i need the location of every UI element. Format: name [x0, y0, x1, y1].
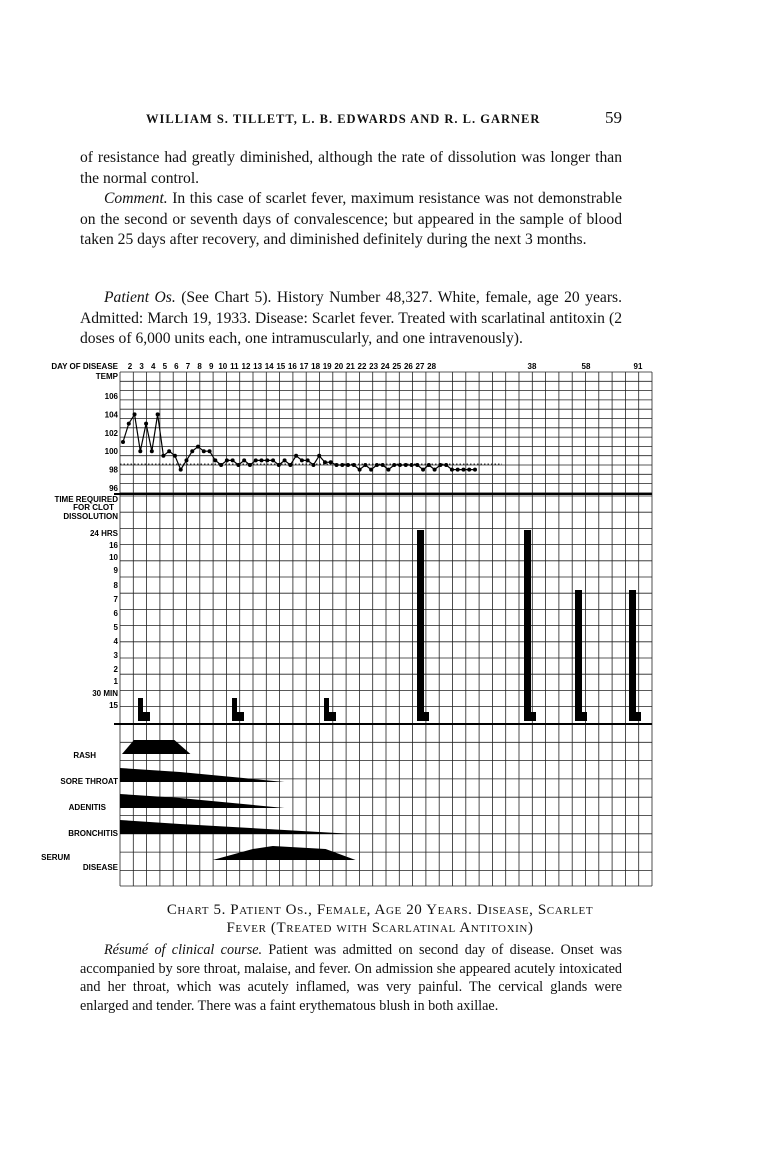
temperature-point: [433, 468, 437, 472]
day-tick-label: 14: [264, 362, 274, 371]
day-tick-label: 5: [162, 362, 168, 371]
day-tick-label: 21: [345, 362, 355, 371]
temperature-point: [427, 463, 431, 467]
comment-lead: Comment.: [104, 190, 168, 207]
temperature-point: [363, 463, 367, 467]
clot-tick-label: 1: [113, 677, 118, 686]
temperature-point: [375, 463, 379, 467]
symptom-shape: [120, 820, 354, 834]
temperature-point: [196, 445, 200, 449]
paragraph-patient: [80, 288, 622, 350]
clot-bar: [629, 590, 636, 720]
paragraph-1-text: of resistance had greatly diminished, although the rate of dissolution was longer than the normal control.: [80, 149, 622, 187]
temperature-point: [381, 463, 385, 467]
temp-tick-label: 100: [104, 447, 118, 457]
day-tick-label: 7: [185, 362, 191, 371]
day-tick-label: 19: [322, 362, 332, 371]
caption-line-1: Chart 5. Patient Os., Female, Age 20 Years. Disease, Scarlet: [166, 902, 594, 918]
temperature-point: [248, 463, 252, 467]
temperature-point: [461, 468, 465, 472]
clot-tick-label: 30 MIN: [92, 689, 118, 698]
symptom-shape: [120, 794, 284, 808]
temperature-point: [415, 463, 419, 467]
clot-tick-label: 7: [113, 595, 118, 604]
temperature-point: [236, 463, 240, 467]
clinical-chart: [40, 358, 660, 893]
clot-bar: [417, 530, 424, 720]
temperature-point: [473, 468, 477, 472]
clot-bar-base: [575, 712, 587, 721]
day-tick-label: 28: [427, 362, 437, 371]
temperature-point: [144, 422, 148, 426]
temperature-point: [346, 463, 350, 467]
clot-bar-base: [629, 712, 641, 721]
temp-tick-label: 96: [109, 484, 118, 493]
day-tick-label: 8: [197, 362, 202, 371]
temperature-point: [271, 458, 275, 462]
temperature-point: [133, 412, 137, 416]
temperature-point: [138, 449, 142, 453]
clot-bar-base: [417, 712, 429, 721]
temperature-point: [277, 463, 281, 467]
day-tick-label: 25: [392, 362, 402, 371]
temperature-point: [242, 458, 246, 462]
day-tick-label: 26: [403, 362, 413, 371]
day-tick-label: 27: [415, 362, 425, 371]
temperature-point: [288, 463, 292, 467]
temperature-point: [352, 463, 356, 467]
day-tick-label: 18: [311, 362, 321, 371]
clot-tick-label: 4: [113, 637, 118, 646]
temperature-point: [456, 468, 460, 472]
temperature-point: [467, 468, 471, 472]
temperature-point: [335, 463, 339, 467]
temp-tick-label: 98: [109, 465, 118, 475]
day-tick-label: 23: [369, 362, 379, 371]
temperature-point: [311, 463, 315, 467]
clot-tick-label: 6: [113, 609, 118, 618]
day-tick-label: 22: [357, 362, 367, 371]
clot-tick-label: 10: [109, 553, 118, 562]
clot-bar-base: [138, 712, 150, 721]
temperature-point: [161, 454, 165, 458]
day-tick-label: 10: [218, 362, 228, 371]
symptom-shape: [120, 768, 284, 782]
day-tick-label: 2: [127, 362, 133, 371]
caption-line-2: Fever (Treated with Scarlatinal Antitoxin): [226, 920, 534, 936]
temperature-point: [392, 463, 396, 467]
day-tick-label: 24: [380, 362, 390, 371]
temperature-point: [369, 468, 373, 472]
temperature-point: [294, 454, 298, 458]
day-of-disease-label: DAY OF DISEASE: [51, 362, 118, 371]
day-tick-label: 4: [150, 362, 156, 371]
day-tick-label: 15: [276, 362, 286, 371]
sore-throat-label: SORE THROAT: [60, 777, 118, 786]
day-tick-label: 6: [174, 362, 179, 371]
day-tick-label: 11: [230, 362, 239, 371]
resume-paragraph: [80, 941, 622, 1015]
temperature-point: [404, 463, 408, 467]
temperature-point: [173, 454, 177, 458]
clot-label-1: TIME REQUIRED: [54, 495, 118, 504]
temperature-point: [300, 458, 304, 462]
temperature-point: [398, 463, 402, 467]
temperature-point: [231, 458, 235, 462]
bronchitis-label: BRONCHITIS: [68, 829, 118, 838]
clot-tick-label: 24 HRS: [89, 529, 118, 538]
symptom-shape: [213, 846, 356, 860]
temperature-point: [283, 458, 287, 462]
temp-tick-label: 102: [104, 428, 118, 438]
temperature-point: [167, 449, 171, 453]
clot-bar-base: [232, 712, 244, 721]
page-number: 59: [605, 108, 622, 127]
patient-lead: Patient Os.: [104, 289, 176, 306]
clot-tick-label: 15: [109, 701, 118, 710]
patient-text: (See Chart 5). History Number 48,327. White, female, age 20 years. Admitted: March 19, 1933. Disease: Scarlet fever. Treated with scarlatinal antitoxin (2 doses of 6,000 units each, one intramuscularly, and one intravenously).: [80, 289, 622, 348]
clot-tick-label: 2: [113, 665, 118, 674]
temperature-point: [179, 468, 183, 472]
temperature-point: [358, 468, 362, 472]
temperature-point: [202, 449, 206, 453]
temp-label: TEMP: [95, 372, 118, 381]
temperature-point: [323, 460, 327, 464]
clot-bar: [524, 530, 531, 720]
temperature-point: [156, 412, 160, 416]
resume-text: Patient was admitted on second day of disease. Onset was accompanied by sore throat, malaise, and fever. On admission she appeared acutely intoxicated and her throat, which was acutely inflamed, was very painful. The cervical glands were enlarged and tender. There was a faint erythematous blush in both axillae.: [80, 942, 622, 1014]
paragraph-continuation: [80, 148, 622, 189]
day-tick-label: 13: [253, 362, 263, 371]
serum-label-2: DISEASE: [82, 863, 118, 872]
day-tick-label: 58: [581, 362, 591, 371]
temperature-point: [306, 458, 310, 462]
day-tick-label: 91: [633, 362, 643, 371]
day-tick-label: 17: [299, 362, 309, 371]
page-header: [0, 108, 767, 132]
temperature-point: [329, 460, 333, 464]
adenitis-label: ADENITIS: [68, 803, 106, 812]
temperature-point: [421, 468, 425, 472]
temperature-point: [219, 463, 223, 467]
clot-bar-base: [524, 712, 536, 721]
clot-bar-base: [324, 712, 336, 721]
clot-label-2: FOR CLOT: [73, 503, 114, 512]
temperature-point: [225, 458, 229, 462]
temperature-point: [410, 463, 414, 467]
temperature-point: [265, 458, 269, 462]
day-tick-label: 3: [139, 362, 144, 371]
temperature-point: [150, 449, 154, 453]
temperature-curve: [123, 414, 475, 469]
clot-tick-label: 16: [109, 541, 118, 550]
rash-label: RASH: [73, 751, 96, 760]
temperature-point: [259, 458, 263, 462]
clot-label-3: DISSOLUTION: [63, 512, 118, 521]
chart-svg: [40, 358, 660, 893]
temperature-point: [254, 458, 258, 462]
clot-tick-label: 8: [113, 581, 118, 590]
day-tick-label: 9: [208, 362, 214, 371]
day-tick-label: 16: [287, 362, 297, 371]
running-head: WILLIAM S. TILLETT, L. B. EDWARDS AND R. L. GARNER: [146, 112, 541, 126]
temperature-point: [386, 468, 390, 472]
temperature-point: [444, 463, 448, 467]
clot-tick-label: 9: [113, 566, 118, 575]
temperature-point: [190, 449, 194, 453]
temperature-point: [208, 449, 212, 453]
temperature-point: [450, 468, 454, 472]
clot-tick-label: 5: [113, 623, 118, 632]
resume-lead: Résumé of clinical course.: [104, 942, 263, 958]
day-tick-label: 20: [334, 362, 344, 371]
temperature-point: [340, 463, 344, 467]
paragraph-comment: [80, 189, 622, 251]
chart-caption: [80, 901, 680, 937]
temperature-point: [184, 458, 188, 462]
day-tick-label: 38: [527, 362, 537, 371]
clot-bar: [575, 590, 582, 720]
day-tick-label: 12: [241, 362, 251, 371]
temp-tick-label: 106: [104, 392, 118, 401]
temperature-point: [317, 454, 321, 458]
clot-tick-label: 3: [113, 651, 118, 660]
temperature-point: [127, 422, 131, 426]
temp-tick-label: 104: [104, 410, 118, 420]
temperature-point: [438, 463, 442, 467]
temperature-point: [121, 440, 125, 444]
temperature-point: [213, 458, 217, 462]
comment-text: In this case of scarlet fever, maximum resistance was not demonstrable on the second or seventh days of convalescence; but appeared in the sample of blood taken 25 days after recovery, and diminished definitely during the next 3 months.: [80, 190, 622, 249]
serum-label-1: SERUM: [41, 853, 70, 862]
